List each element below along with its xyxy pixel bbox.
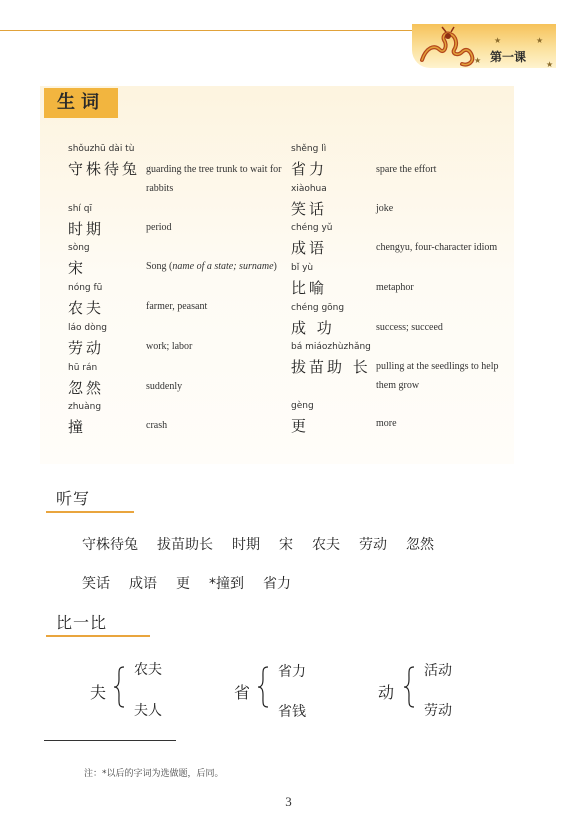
vocab-pinyin: shěng lì (291, 144, 327, 154)
brace-icon (402, 665, 416, 709)
vocab-pinyin: chéng yǔ (291, 223, 333, 233)
vocab-title: 生词 (44, 88, 118, 118)
vocab-hanzi: 更 (291, 417, 310, 435)
dictation-row-1 (82, 534, 453, 554)
vocab-hanzi: 劳动 (68, 339, 105, 357)
dictation-title: 听写 (56, 489, 91, 508)
vocab-english: guarding the tree trunk to wait for rabbits (146, 164, 282, 194)
dictation-word: 守株待兔 (82, 537, 138, 553)
vocab-english: pulling at the seedlings to help them grow (376, 361, 499, 391)
vocab-pinyin: bá miáozhùzhǎng (291, 342, 371, 352)
dictation-row-2 (82, 573, 310, 593)
dictation-underline (46, 511, 134, 513)
page-number: 3 (285, 794, 292, 809)
star-icon: ★ (546, 60, 554, 69)
dictation-word: 农夫 (312, 537, 340, 553)
vocab-hanzi: 时期 (68, 220, 105, 238)
vocab-english: more (376, 418, 397, 429)
vocab-pinyin: shǒuzhū dài tù (68, 144, 135, 154)
dictation-word: 更 (176, 576, 190, 592)
dictation-word: 忽然 (406, 537, 434, 553)
vocab-hanzi: 成语 (291, 239, 328, 257)
compare-item: 省钱 (278, 704, 306, 720)
vocab-hanzi: 撞 (68, 418, 87, 436)
vocab-english: farmer, peasant (146, 301, 208, 312)
vocab-english: metaphor (376, 282, 414, 293)
vocab-pinyin: nóng fū (68, 283, 103, 293)
footnote: 注：*以后的字词为选做题，后同。 (84, 769, 224, 779)
compare-item: 农夫 (134, 662, 162, 678)
vocab-panel (40, 86, 514, 464)
compare-item: 省力 (278, 664, 306, 680)
compare-item: 劳动 (424, 703, 452, 719)
vocab-hanzi: 比喻 (291, 279, 328, 297)
dictation-word: 劳动 (359, 537, 387, 553)
vocab-hanzi: 省力 (291, 160, 328, 178)
brace-icon (256, 665, 270, 709)
vocab-pinyin: xiàohua (291, 184, 327, 194)
dictation-word: 宋 (279, 537, 293, 553)
vocab-english: suddenly (146, 381, 183, 392)
vocab-pinyin: gèng (291, 401, 314, 411)
lesson-label: 第一课 (490, 50, 527, 64)
dictation-word: 时期 (232, 537, 260, 553)
compare-head: 动 (378, 683, 395, 702)
vocab-english: spare the effort (376, 164, 437, 175)
dictation-word: *撞到 (209, 576, 244, 592)
vocab-english: work; labor (146, 341, 193, 352)
dragon-icon (416, 26, 478, 70)
vocab-pinyin: shí qī (68, 204, 92, 214)
compare-underline (46, 635, 150, 637)
compare-head: 夫 (90, 683, 107, 702)
vocab-pinyin: bǐ yù (291, 263, 314, 273)
vocab-english: chengyu, four-character idiom (376, 242, 498, 253)
vocab-hanzi: 农夫 (68, 299, 105, 317)
footnote-rule (44, 740, 176, 741)
dictation-word: 成语 (129, 576, 157, 592)
vocab-hanzi: 忽然 (68, 379, 105, 397)
dictation-word: 拔苗助长 (157, 537, 213, 553)
compare-item: 活动 (424, 663, 452, 679)
vocab-english: Song (name of a state; surname) (146, 261, 277, 272)
vocab-hanzi: 成 功 (291, 319, 335, 337)
header-rule (0, 30, 420, 31)
vocab-hanzi: 拔苗助 长 (291, 358, 371, 376)
vocab-hanzi: 守株待兔 (68, 160, 141, 178)
vocab-english: crash (146, 420, 168, 431)
vocab-pinyin: zhuàng (68, 402, 102, 412)
star-icon: ★ (474, 56, 482, 65)
dictation-word: 笑话 (82, 576, 110, 592)
vocab-pinyin: chéng gōng (291, 303, 345, 313)
vocab-hanzi: 宋 (68, 259, 87, 277)
vocab-pinyin: láo dòng (68, 323, 108, 333)
dictation-word: 省力 (263, 576, 291, 592)
compare-title: 比一比 (56, 613, 108, 632)
vocab-hanzi: 笑话 (291, 200, 328, 218)
vocab-english: joke (376, 203, 394, 214)
compare-item: 夫人 (134, 703, 162, 719)
vocab-pinyin: sòng (68, 243, 90, 253)
vocab-english: success; succeed (376, 322, 443, 333)
star-icon: ★ (494, 36, 502, 45)
brace-icon (112, 665, 126, 709)
vocab-english: period (146, 222, 172, 233)
compare-head: 省 (234, 683, 251, 702)
vocab-pinyin: hū rán (68, 363, 98, 373)
star-icon: ★ (536, 36, 544, 45)
